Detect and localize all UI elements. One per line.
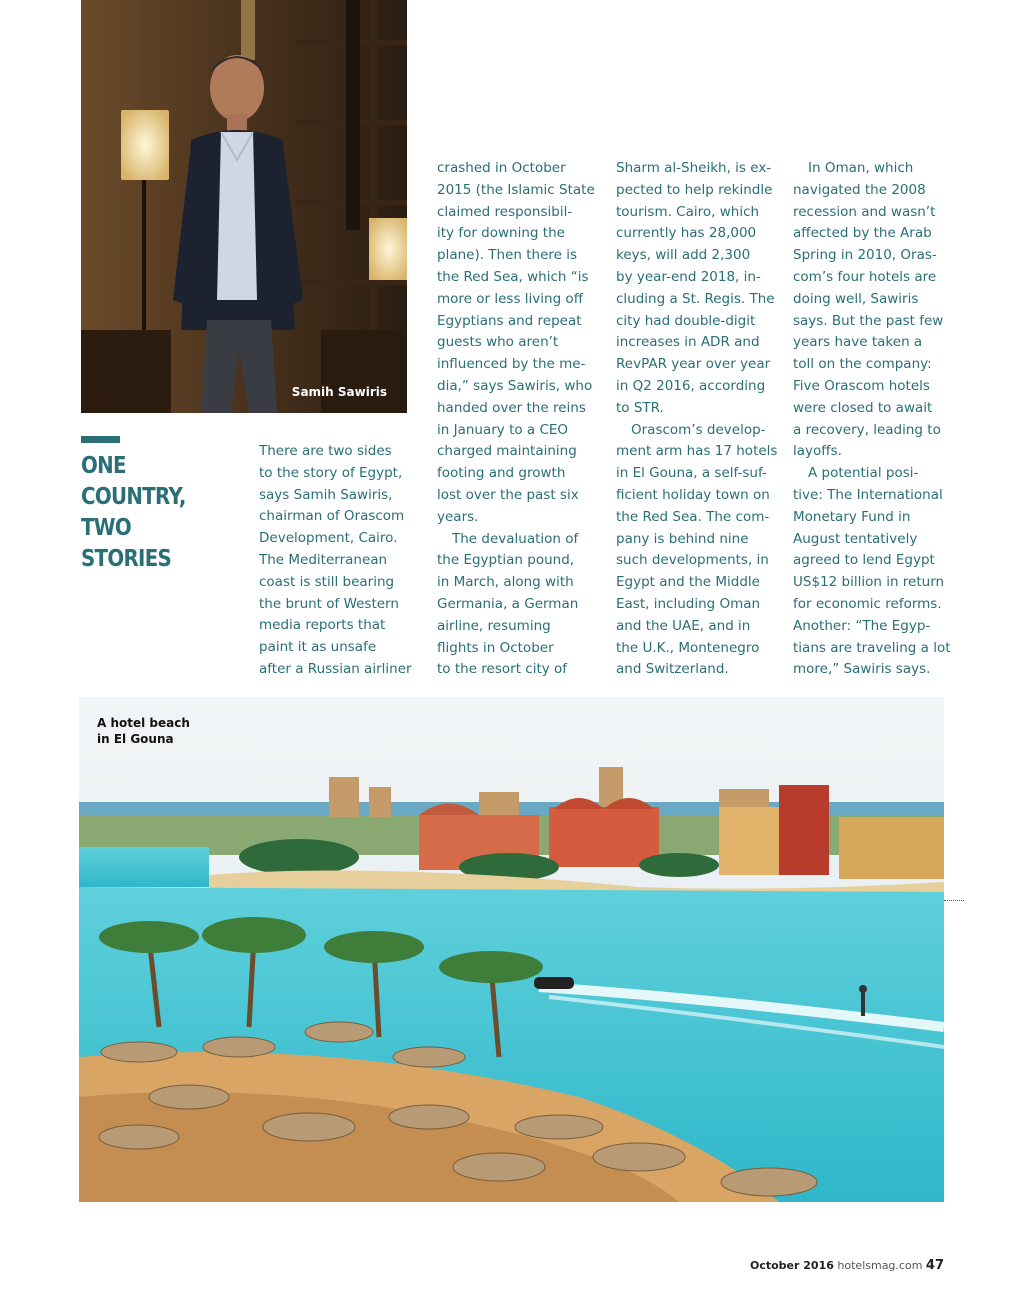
- body-text-line: coast is still bearing: [259, 573, 395, 590]
- body-text-line: Orascom’s develop-: [631, 421, 766, 438]
- body-text-line: in March, along with: [437, 574, 574, 591]
- body-text-line: In Oman, which: [808, 160, 914, 176]
- body-text-line: guests who aren’t: [437, 334, 559, 351]
- beach-resort-illustration: [79, 697, 944, 1202]
- body-column-4: [793, 158, 953, 681]
- body-text-line: Development, Cairo.: [259, 530, 398, 547]
- body-text-line: cluding a St. Regis. The: [616, 290, 775, 307]
- body-text-line: in January to a CEO: [437, 421, 569, 438]
- body-text-line: plane). Then there is: [437, 247, 578, 264]
- body-text-line: RevPAR year over year: [616, 356, 771, 373]
- dotted-rule: [944, 900, 964, 901]
- body-text-line: the U.K., Montenegro: [616, 639, 760, 656]
- body-text-line: charged maintaining: [437, 443, 577, 460]
- body-text-line: to the story of Egypt,: [259, 464, 403, 481]
- body-text-line: influenced by the me-: [437, 356, 586, 373]
- body-text-line: the brunt of Western: [259, 595, 399, 612]
- body-text-line: navigated the 2008: [793, 181, 926, 198]
- body-text-line: handed over the reins: [437, 399, 586, 416]
- beach-caption-line-1: A hotel beach: [97, 716, 190, 730]
- body-text-line: crashed in October: [437, 160, 566, 176]
- body-text-line: more or less living off: [437, 290, 583, 307]
- section-heading: [81, 451, 227, 575]
- body-text-line: Egyptians and repeat: [437, 312, 582, 329]
- body-text-line: the Red Sea, which “is: [437, 268, 589, 285]
- body-text-line: tive: The International: [793, 486, 943, 503]
- heading-line-2: TWO STORIES: [81, 515, 172, 572]
- body-text-line: were closed to await: [793, 399, 933, 416]
- portrait-caption: Samih Sawiris: [291, 385, 387, 399]
- body-text-line: com’s four hotels are: [793, 268, 937, 285]
- heading-line-1: ONE COUNTRY,: [81, 453, 186, 510]
- body-text-line: paint it as unsafe: [259, 639, 377, 656]
- heading-accent-bar: [81, 436, 120, 443]
- body-text-line: lost over the past six: [437, 486, 579, 503]
- body-text-line: for economic reforms.: [793, 595, 942, 612]
- body-text-line: currently has 28,000: [616, 225, 757, 242]
- body-text-line: city had double-digit: [616, 312, 756, 329]
- body-text-line: says. But the past few: [793, 312, 944, 329]
- body-text-line: agreed to lend Egypt: [793, 552, 935, 569]
- body-text-line: claimed responsibil-: [437, 203, 573, 220]
- body-text-line: doing well, Sawiris: [793, 290, 919, 307]
- body-text-line: chairman of Orascom: [259, 508, 405, 525]
- body-text-line: tians are traveling a lot: [793, 639, 951, 656]
- body-text-line: US$12 billion in return: [793, 574, 945, 591]
- body-text-line: to STR.: [616, 399, 664, 416]
- body-text-line: and Switzerland.: [616, 661, 729, 678]
- body-text-line: ficient holiday town on: [616, 486, 770, 503]
- body-text-line: says Samih Sawiris,: [259, 486, 393, 503]
- body-text-line: tourism. Cairo, which: [616, 203, 760, 220]
- body-text-line: toll on the company:: [793, 356, 932, 373]
- body-text-line: such developments, in: [616, 552, 769, 569]
- body-text-line: Five Orascom hotels: [793, 377, 930, 394]
- beach-photo: [79, 697, 944, 1202]
- body-text-line: the Red Sea. The com-: [616, 508, 770, 525]
- body-text-line: Spring in 2010, Oras-: [793, 247, 937, 264]
- body-text-line: The Mediterranean: [259, 551, 388, 568]
- body-text-line: media reports that: [259, 617, 386, 634]
- body-text-line: by year-end 2018, in-: [616, 268, 761, 285]
- body-column-2: [437, 158, 597, 681]
- footer-date: October 2016: [750, 1259, 834, 1272]
- body-text-line: dia,” says Sawiris, who: [437, 377, 593, 394]
- body-text-line: years have taken a: [793, 334, 923, 351]
- body-text-line: years.: [437, 508, 479, 525]
- body-text-line: recession and wasn’t: [793, 203, 936, 220]
- body-text-line: a recovery, leading to: [793, 421, 941, 438]
- body-text-line: August tentatively: [793, 530, 918, 547]
- page-number: 47: [925, 1258, 944, 1273]
- body-text-line: footing and growth: [437, 465, 566, 482]
- body-text-line: Sharm al-Sheikh, is ex-: [616, 160, 772, 176]
- body-text-line: Germania, a German: [437, 595, 579, 612]
- body-text-line: ment arm has 17 hotels: [616, 443, 778, 460]
- portrait-photo: [81, 0, 407, 413]
- footer-site: hotelsmag.com: [837, 1259, 923, 1272]
- body-text-line: Monetary Fund in: [793, 508, 911, 525]
- body-text-line: increases in ADR and: [616, 334, 760, 351]
- beach-photo-caption: [97, 715, 190, 747]
- body-text-line: to the resort city of: [437, 661, 568, 678]
- body-text-line: A potential posi-: [808, 465, 919, 482]
- body-text-line: 2015 (the Islamic State: [437, 181, 595, 198]
- body-text-line: airline, resuming: [437, 617, 551, 634]
- body-text-line: pany is behind nine: [616, 530, 749, 547]
- body-text-line: pected to help rekindle: [616, 181, 773, 198]
- body-text-line: in El Gouna, a self-suf-: [616, 465, 767, 482]
- body-text-line: East, including Oman: [616, 595, 761, 612]
- body-column-3: [616, 158, 776, 681]
- body-text-line: the Egyptian pound,: [437, 552, 575, 569]
- page-footer: [750, 1258, 944, 1273]
- body-text-line: in Q2 2016, according: [616, 377, 766, 394]
- body-text-line: affected by the Arab: [793, 225, 932, 242]
- body-text-line: and the UAE, and in: [616, 617, 751, 634]
- body-text-line: Another: “The Egyp-: [793, 617, 931, 634]
- body-text-line: layoffs.: [793, 443, 842, 460]
- body-text-line: The devaluation of: [452, 530, 579, 547]
- person-portrait-illustration: [81, 0, 407, 413]
- body-text-line: There are two sides: [259, 443, 392, 459]
- body-text-line: ity for downing the: [437, 225, 565, 242]
- beach-caption-line-2: in El Gouna: [97, 732, 174, 746]
- body-text-line: after a Russian airliner: [259, 660, 412, 677]
- body-column-1: [259, 441, 419, 681]
- body-text-line: Egypt and the Middle: [616, 574, 760, 591]
- body-text-line: keys, will add 2,300: [616, 247, 751, 264]
- body-text-line: more,” Sawiris says.: [793, 661, 931, 678]
- body-text-line: flights in October: [437, 639, 554, 656]
